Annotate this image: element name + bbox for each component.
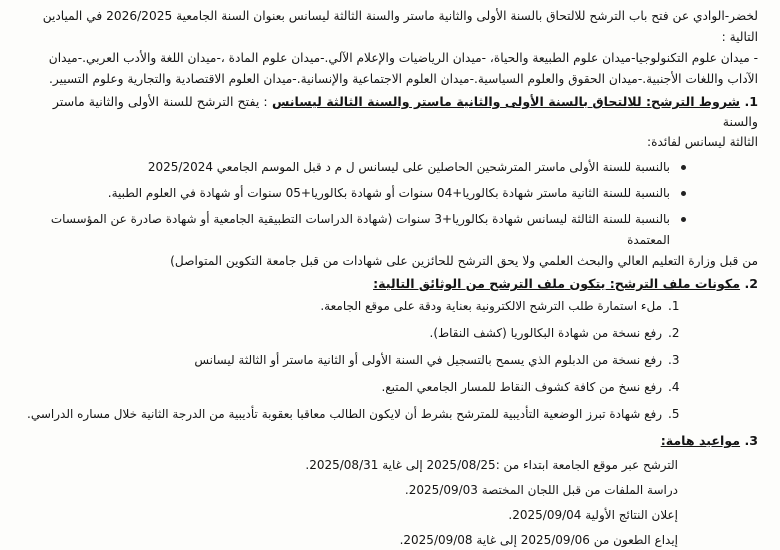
list-item <box>22 323 688 343</box>
condition-text: بالنسبة للسنة الأولى ماستر المترشحين الحاصلين على ليسانس ل م د قبل الموسم الجامعي 2025/2024 <box>147 160 670 174</box>
date-item: إعلان النتائج الأولية 2025/09/04. <box>508 508 678 522</box>
conditions-list <box>22 157 688 251</box>
intro-line-3: الآداب واللغات الأجنبية.-ميدان الحقوق والعلوم السياسية.-ميدان العلوم الاجتماعية والإنسانية.-ميدان العلوم الاقتصادية والتجارية وعلوم التسيير. <box>48 72 758 86</box>
section-2-heading <box>22 274 758 294</box>
list-item <box>22 157 688 178</box>
intro-line-1: لخضر-الوادي عن فتح باب الترشح للالتحاق بالسنة الأولى والثانية ماستر والسنة الثالثة ليسانس بعنوان السنة الجامعية 2026/2025 في الميادين التالية : <box>42 9 758 44</box>
item-text: رفع نسخ من كافة كشوف النقاط للمسار الجامعي المتبع. <box>381 380 662 394</box>
section-2-label: مكونات ملف الترشح: يتكون ملف الترشح من الوثائق التالية: <box>373 276 741 291</box>
section-3-heading <box>22 431 758 451</box>
item-text: رفع نسخة من شهادة البكالوريا (كشف النقاط). <box>429 326 662 340</box>
list-item <box>22 296 688 316</box>
list-item <box>22 404 688 424</box>
section-3-label: مواعيد هامة: <box>660 433 741 448</box>
section-3-number: 3. <box>744 433 758 448</box>
list-item <box>22 377 688 397</box>
item-text: رفع نسخة من الدبلوم الذي يسمح بالتسجيل في السنة الأولى أو الثانية ماستر أو الثالثة ليسانس <box>194 353 662 367</box>
important-dates-list <box>22 455 688 550</box>
date-item: الترشح عبر موقع الجامعة ابتداء من :2025/08/25 إلى غاية 2025/08/31. <box>305 458 678 472</box>
item-number: 1. <box>668 299 680 313</box>
date-item: إيداع الطعون من 2025/09/06 إلى غاية 2025/09/08. <box>399 533 678 547</box>
condition-continuation: من قبل وزارة التعليم العالي والبحث العلمي ولا يحق الترشح للحائزين على شهادات من قبل جامعة التكوين المتواصل) <box>170 254 758 268</box>
condition-text: بالنسبة للسنة الثالثة ليسانس شهادة بكالوريا+3 سنوات (شهادة الدراسات التطبيقية الجامعية أو شهادة صادرة عن المؤسسات المعتمدة <box>50 212 670 247</box>
item-number: 2. <box>668 326 680 340</box>
condition-text: بالنسبة للسنة الثانية ماستر شهادة بكالوريا+04 سنوات أو شهادة بكالوريا+05 سنوات أو شهادة في العلوم الطبية. <box>107 186 670 200</box>
section-2-number: 2. <box>744 276 758 291</box>
section-1-text-cont: الثالثة ليسانس لفائدة: <box>647 135 758 149</box>
intro-paragraph <box>22 6 758 90</box>
documents-list <box>22 296 688 424</box>
section-1-label: شروط الترشح: للالتحاق بالسنة الأولى والثانية ماستر والسنة الثالثة ليسانس <box>271 94 741 109</box>
list-item <box>22 209 688 251</box>
list-item <box>22 350 688 370</box>
item-text: ملء استمارة طلب الترشح الالكترونية بعناية ودقة على موقع الجامعة. <box>320 299 662 313</box>
section-1-text: : يفتح الترشح للسنة الأولى والثانية ماستر والسنة <box>52 94 758 129</box>
date-item: دراسة الملفات من قبل اللجان المختصة 2025/09/03. <box>404 483 678 497</box>
item-number: 3. <box>668 353 680 367</box>
section-1-number: 1. <box>744 94 758 109</box>
item-number: 5. <box>668 407 680 421</box>
section-1-heading <box>22 92 758 132</box>
item-number: 4. <box>668 380 680 394</box>
intro-line-2: - ميدان علوم التكنولوجيا-ميدان علوم الطبيعة والحياة، -ميدان الرياضيات والإعلام الآلي.-ميدان علوم المادة ،-ميدان اللغة والأدب العربي.-ميدان <box>48 51 758 65</box>
list-item <box>22 183 688 204</box>
item-text: رفع شهادة تبرز الوضعية التأديبية للمترشح بشرط أن لايكون الطالب معاقبا بعقوبة تأديبية من الدرجة الثانية خلال مساره الدراسي. <box>27 407 662 421</box>
